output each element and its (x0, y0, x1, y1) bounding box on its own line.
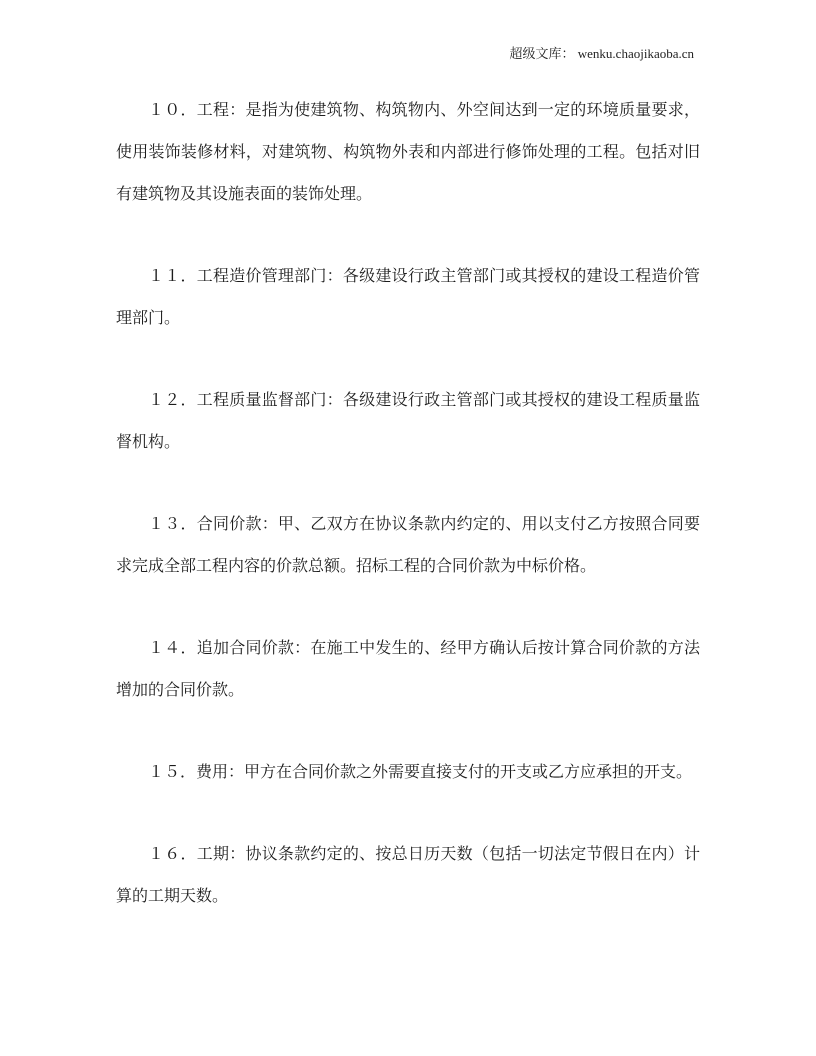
paragraph-definition-13: １３．合同价款：甲、乙双方在协议条款内约定的、用以支付乙方按照合同要求完成全部工程内容的价款总额。招标工程的合同价款为中标价格。 (116, 516, 700, 575)
document-body (116, 90, 700, 958)
watermark-text: 超级文库： wenku.chaojikaoba.cn (509, 46, 694, 61)
paragraph-definition-14: １４．追加合同价款：在施工中发生的、经甲方确认后按计算合同价款的方法增加的合同价款。 (116, 640, 700, 699)
paragraph-definition-15: １５．费用：甲方在合同价款之外需要直接支付的开支或乙方应承担的开支。 (148, 764, 693, 781)
paragraph-definition-11: １１．工程造价管理部门：各级建设行政主管部门或其授权的建设工程造价管理部门。 (116, 268, 700, 327)
paragraph-definition-16: １６．工期：协议条款约定的、按总日历天数（包括一切法定节假日在内）计算的工期天数。 (116, 846, 700, 905)
paragraph-definition-10: １０．工程：是指为使建筑物、构筑物内、外空间达到一定的环境质量要求，使用装饰装修材料，对建筑物、构筑物外表和内部进行修饰处理的工程。包括对旧有建筑物及其设施表面的装饰处理。 (116, 102, 700, 203)
paragraph-definition-12: １２．工程质量监督部门：各级建设行政主管部门或其授权的建设工程质量监督机构。 (116, 392, 700, 451)
